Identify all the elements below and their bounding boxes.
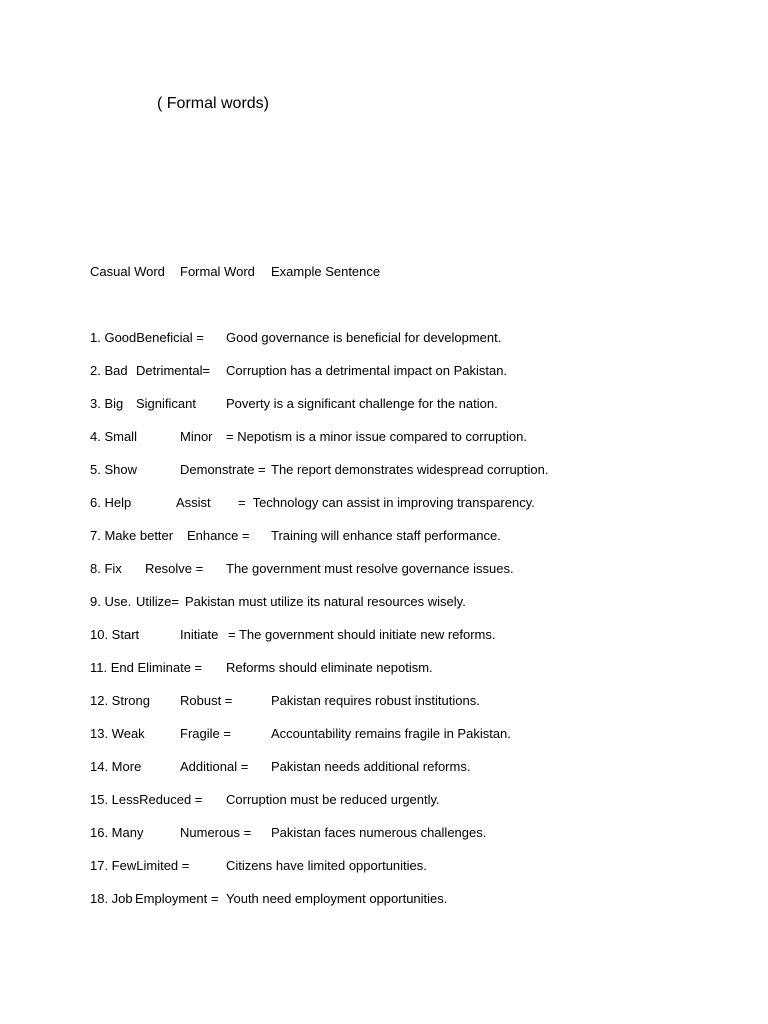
casual-word: 3. Big — [90, 396, 124, 411]
casual-word: 7. Make better — [90, 528, 174, 543]
casual-word: 6. Help — [90, 495, 132, 510]
casual-word: 1. GoodBeneficial = — [90, 330, 204, 345]
casual-word: 10. Start — [90, 627, 140, 642]
casual-word: 17. FewLimited = — [90, 858, 190, 873]
example-sentence: Training will enhance staff performance. — [271, 528, 501, 543]
example-sentence: = Nepotism is a minor issue compared to corruption. — [226, 429, 527, 444]
example-sentence: Accountability remains fragile in Pakistan. — [271, 726, 511, 741]
casual-word: 9. Use. — [90, 594, 132, 609]
example-sentence: Pakistan needs additional reforms. — [271, 759, 471, 774]
header-casual-word: Casual Word — [90, 264, 165, 279]
example-sentence: Good governance is beneficial for development. — [226, 330, 502, 345]
formal-word: Additional = — [180, 759, 249, 774]
casual-word: 4. Small — [90, 429, 137, 444]
example-sentence: Pakistan requires robust institutions. — [271, 693, 480, 708]
header-formal-word: Formal Word — [180, 264, 255, 279]
example-sentence: Corruption must be reduced urgently. — [226, 792, 440, 807]
example-sentence: = Technology can assist in improving transparency. — [238, 495, 535, 510]
casual-word: 13. Weak — [90, 726, 145, 741]
formal-word: Demonstrate = — [180, 462, 266, 477]
formal-word: Detrimental= — [136, 363, 211, 378]
formal-word: Numerous = — [180, 825, 252, 840]
formal-word: Enhance = — [187, 528, 250, 543]
example-sentence: Citizens have limited opportunities. — [226, 858, 427, 873]
document-title: ( Formal words) — [157, 95, 270, 112]
formal-word: Assist — [176, 495, 211, 510]
casual-word: 8. Fix — [90, 561, 122, 576]
casual-word: 15. LessReduced = — [90, 792, 203, 807]
formal-word: Fragile = — [180, 726, 231, 741]
example-sentence: Pakistan faces numerous challenges. — [271, 825, 487, 840]
casual-word: 5. Show — [90, 462, 137, 477]
formal-word: Initiate — [180, 627, 219, 642]
example-sentence: Reforms should eliminate nepotism. — [226, 660, 433, 675]
example-sentence: The government must resolve governance issues. — [226, 561, 514, 576]
formal-word: Resolve = — [145, 561, 204, 576]
formal-word: Employment = — [135, 891, 219, 906]
formal-word: Robust = — [180, 693, 233, 708]
casual-word: 14. More — [90, 759, 142, 774]
header-example-sentence: Example Sentence — [271, 264, 381, 279]
casual-word: 11. End Eliminate = — [90, 660, 203, 675]
list-item — [90, 891, 448, 971]
example-sentence: = The government should initiate new reforms. — [228, 627, 496, 642]
example-sentence: Youth need employment opportunities. — [226, 891, 448, 906]
example-sentence: The report demonstrates widespread corruption. — [271, 462, 549, 477]
casual-word: 16. Many — [90, 825, 144, 840]
example-sentence: Poverty is a significant challenge for the nation. — [226, 396, 498, 411]
example-sentence: Pakistan must utilize its natural resources wisely. — [185, 594, 466, 609]
formal-word: Utilize= — [136, 594, 179, 609]
formal-word: Significant — [136, 396, 196, 411]
casual-word: 18. Job — [90, 891, 133, 906]
formal-word: Minor — [180, 429, 213, 444]
casual-word: 12. Strong — [90, 693, 150, 708]
example-sentence: Corruption has a detrimental impact on Pakistan. — [226, 363, 508, 378]
casual-word: 2. Bad — [90, 363, 128, 378]
